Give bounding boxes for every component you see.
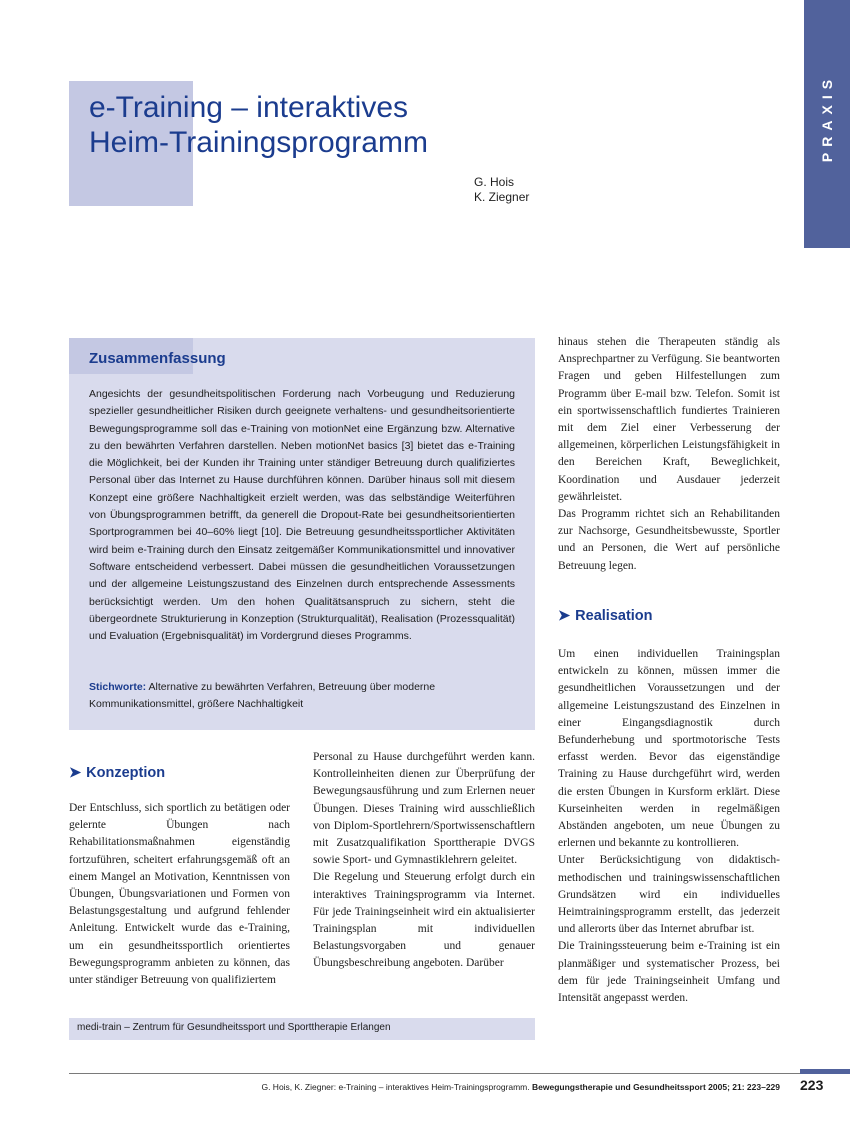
paragraph: Unter Berücksichtigung von didaktisch-methodischen und trainingswissenschaftlichen Grundsätzen wird ein individuelles Heimtrainingsprogramm erstellt, das jederzeit und allerorts über das Internet abrufbar ist.: [558, 854, 780, 936]
abstract-box: [69, 338, 535, 730]
abstract-heading: Zusammenfassung: [89, 350, 226, 367]
page-number: 223: [800, 1077, 824, 1093]
paragraph: hinaus stehen die Therapeuten ständig als Ansprechpartner zu Verfügung. Sie beantworten Fragen und geben Hilfestellungen zum Programm über E-mail bzw. Telefon. Somit ist ein sportwissenschaftlich fundiertes Trainieren mit dem Ziel einer Verbesserung der allgemeinen, körperlichen Leistungsfähigkeit in den Bereichen Kraft, Beweglichkeit, Koordination und Ausdauer jederzeit gewährleistet.: [558, 336, 780, 503]
paragraph: Der Entschluss, sich sportlich zu betätigen oder gelernte Übungen nach Rehabilitationsmaßnahmen eigenständig fortzuführen, scheitert erfahrungsgemäß oft an einem Mangel an Motivation, Kenntnissen von Übungen, Übungsvariationen und Formen von Belastungsgestaltung und aufgrund fehlender Anleitung. Entwickelt wurde das e-Training, um ein gesundheitssportlich orientiertes Bewegungsprogramm anbieten zu können, das unter ständiger Betreuung von qualifiziertem: [69, 802, 290, 987]
footer-rule: [69, 1073, 849, 1074]
section-heading-label: Realisation: [575, 608, 653, 624]
section-tab-label: PRAXIS: [819, 73, 835, 163]
footer-citation-text: G. Hois, K. Ziegner: e-Training – interaktives Heim-Trainingsprogramm.: [261, 1082, 530, 1092]
article-title-line-1: e-Training – interaktives: [89, 91, 409, 124]
column-right-upper: [558, 334, 780, 575]
keywords: [89, 679, 515, 714]
author-list: [474, 175, 529, 205]
keywords-label: Stichworte:: [89, 681, 147, 693]
author-name: G. Hois: [474, 175, 515, 189]
section-heading-konzeption: [69, 765, 165, 781]
article-title: [89, 90, 609, 160]
footer-journal: Bewegungstherapie und Gesundheitssport 2005; 21: 223–229: [532, 1082, 780, 1092]
arrow-icon: ➤: [558, 608, 571, 624]
affiliation-bar: [69, 1018, 535, 1040]
column-right-lower: [558, 646, 780, 1007]
paragraph: Die Regelung und Steuerung erfolgt durch ein interaktives Trainingsprogramm via Internet. Für jede Trainingseinheit wird ein aktualisierter Trainingsplan mit individuellen Belastungsvorgaben und genauer Übungsbeschreibung angeboten. Darüber: [313, 871, 535, 970]
footer-citation: [261, 1082, 780, 1092]
column-middle: [313, 749, 535, 973]
paragraph: Das Programm richtet sich an Rehabilitanden zur Nachsorge, Gesundheitsbewusste, Sportler und an Personen, die Wert auf persönliche Betreuung legen.: [558, 508, 780, 572]
section-heading-realisation: [558, 608, 653, 624]
abstract-text: Angesichts der gesundheitspolitischen Forderung nach Vorbeugung und Reduzierung spezieller gesundheitlicher Risiken durch geeignete verhaltens- und gesundheitsorientierte Bewegungsprogramme soll das e-Training von motionNet eine Ergänzung bzw. Alternative zu den bewährten Verfahren darstellen. Neben motionNet basics [3] bietet das e-Training die Möglichkeit, bei der Kunden ihr Training unter ständiger Betreuung durch qualifiziertes Personal über das Internet zu Hause durchführen können. Darüber hinaus soll mit diesem Konzept eine größere Nachhaltigkeit erzielt werden, was das selbständige Weiterführen von Übungsprogrammen betrifft, da generell die Dropout-Rate bei gesundheitsorientierten Sportprogrammen bei 40–60% liegt [10]. Die Betreuung gesundheitssportlicher Aktivitäten wird beim e-Training durch den Einsatz zeitgemäßer Kommunikationsmittel und innovativer Software entscheidend verbessert. Dabei müssen die gesundheitlichen Voraussetzungen und der allgemeine Leistungszustand des Einzelnen durch entsprechende Assessments berücksichtigt werden. Um den hohen Qualitätsanspruch zu sichern, steht die übergeordnete Strukturierung in Konzeption (Strukturqualität), Realisation (Prozessqualität) und Evaluation (Ergebnisqualität) im Vordergrund dieses Programms.: [89, 388, 515, 643]
paragraph: Die Trainingssteuerung beim e-Training ist ein planmäßiger und systematischer Prozess, bei dem für jede Trainingseinheit Umfang und Intensität angepasst werden.: [558, 940, 780, 1005]
arrow-icon: ➤: [69, 765, 82, 781]
footer-accent: [800, 1069, 850, 1074]
paragraph: Um einen individuellen Trainingsplan entwickeln zu können, müssen immer die gesundheitlichen Voraussetzungen und der allgemeine Leistungszustand des Einzelnen in einer Eingangsdiagnostik durch Befunderhebung und sportmotorische Tests erfasst werden. Bevor das eigenständige Training zu Hause durchgeführt wird, werden die ersten Übungen in Kursform erklärt. Diese Kurseinheiten werden in regelmäßigen Abständen angeboten, um neue Übungen zu erlernen und bekannte zu kontrollieren.: [558, 648, 780, 850]
section-tab: [804, 0, 850, 248]
section-heading-label: Konzeption: [86, 765, 166, 781]
affiliation-text: medi-train – Zentrum für Gesundheitssport und Sporttherapie Erlangen: [77, 1022, 391, 1033]
keywords-text: Alternative zu bewährten Verfahren, Betreuung über moderne Kommunikationsmittel, größere Nachhaltigkeit: [89, 681, 436, 711]
paragraph: Personal zu Hause durchgeführt werden kann. Kontrolleinheiten dienen zur Überprüfung der Bewegungsausführung und zum Erlernen neuer Übungen. Dieses Training wird ausschließlich von Diplom-Sportlehrern/Sportwissenschaftlern mit Zusatzqualifikation Sporttherapie DVGS sowie Sport- und Gymnastiklehrern geleitet.: [313, 751, 535, 867]
author-name: K. Ziegner: [474, 190, 530, 204]
column-left: [69, 800, 290, 989]
article-title-line-2: Heim-Trainingsprogramm: [89, 126, 428, 159]
